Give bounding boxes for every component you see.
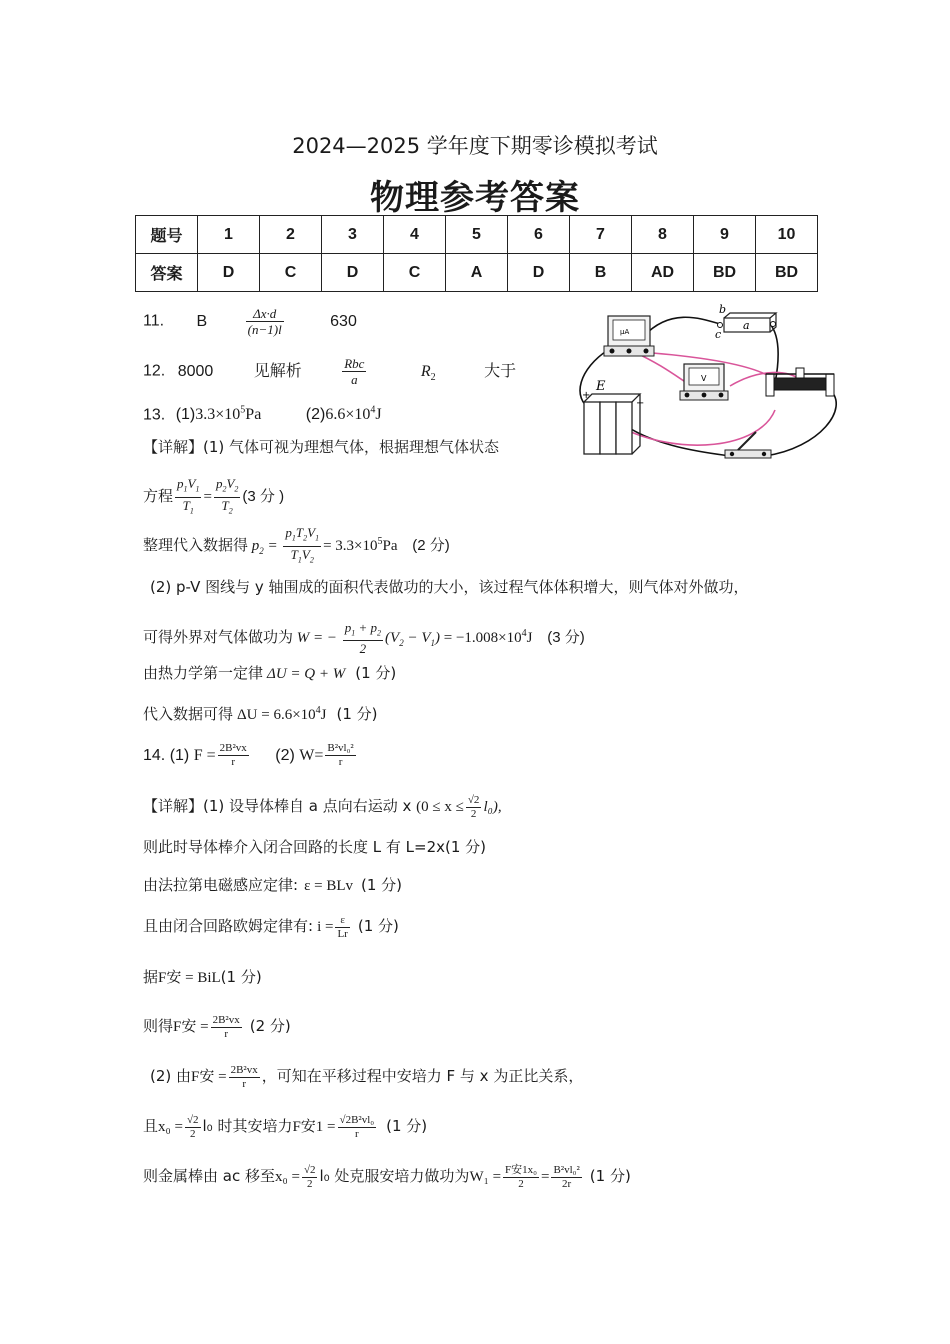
q13-d5-pre: 可得外界对气体做功为 xyxy=(143,628,294,646)
q14-d7-tail: ，可知在平移过程中安培力 F 与 x 为正比关系， xyxy=(261,1067,584,1085)
q14-line xyxy=(143,736,358,776)
answer-cell: BD xyxy=(694,254,756,292)
q14-detail-4 xyxy=(143,906,399,947)
q14-detail-1 xyxy=(143,786,502,827)
question-number: 1 xyxy=(198,216,260,254)
q13-detail-7 xyxy=(143,700,378,726)
question-number: 6 xyxy=(508,216,570,254)
q13-detail-2: 方程 $\frac{p_1V_1}{T_1}$ = $\frac{p_2V_2}{T_2}$ (3 分 ) xyxy=(143,476,284,518)
q14-p1-lhs: F = xyxy=(193,747,216,764)
terminal-icon xyxy=(644,349,649,354)
q14-p1-label: (1) xyxy=(169,747,190,764)
q12-a4-main: R xyxy=(420,362,431,380)
q12-a2: 见解析 xyxy=(253,360,302,380)
q14-d5-score: (1 分) xyxy=(220,968,262,986)
q14-d7-pre: (2) 由 xyxy=(150,1067,192,1085)
q11-a1: B xyxy=(196,312,208,330)
q13-eq-left: $\frac{p_1V_1}{T_1}$ xyxy=(177,476,200,516)
answer-cell: BD xyxy=(756,254,818,292)
q11-a3: 630 xyxy=(330,312,357,330)
q11-fraction xyxy=(246,306,284,337)
answer-table xyxy=(135,215,818,292)
q14-detail-7 xyxy=(150,1056,583,1097)
q13-d7-eq: $\Delta U = 6.6\times 10^4J$ xyxy=(237,705,327,723)
question-number: 9 xyxy=(694,216,756,254)
q14-d7-lhs: F安 = xyxy=(191,1069,227,1085)
ammeter xyxy=(604,316,654,356)
q13-d3-fraction: $\frac{p_1T_2V_1}{T_1V_2}$ xyxy=(285,524,320,565)
q14-p2-label: (2) xyxy=(275,747,295,764)
q13-d3-p2: $p_2$ = xyxy=(248,538,282,556)
q14-p1-fraction: $\frac{\text{2B²vx}}{r}$ xyxy=(219,742,247,769)
label-c: c xyxy=(715,328,722,341)
q11-line xyxy=(143,306,357,337)
q14-d1-ineq: (0 ≤ x ≤ xyxy=(416,799,464,815)
q13-p2-label: (2) xyxy=(305,406,326,424)
q12-a4 xyxy=(420,362,436,383)
q14-d1-fraction: $\frac{√2}{2}$ xyxy=(467,793,480,820)
q14-d1-tail: l₀), xyxy=(483,799,502,815)
q13-line xyxy=(143,400,382,426)
q13-detail-3 xyxy=(143,522,450,571)
battery-minus: − xyxy=(636,398,645,409)
q13-detail-1: 【详解】(1) 气体可视为理想气体，根据理想气体状态 xyxy=(143,438,500,456)
doc-title: 物理参考答案 xyxy=(370,178,580,218)
q14-d6-score: (2 分) xyxy=(249,1017,291,1035)
q13-d6-eq: ΔU = Q + W xyxy=(267,666,346,682)
q13-d7-pre: 代入数据可得 xyxy=(143,705,234,723)
q13-p1-value: $3.3\times 10^5Pa$ xyxy=(195,405,262,424)
q13-d3-score: (2 分) xyxy=(412,537,450,554)
terminal-icon xyxy=(719,393,724,398)
q14-d4-pre: 且由闭合回路欧姆定律有: xyxy=(143,917,314,935)
question-number: 3 xyxy=(322,216,384,254)
q12-frac-den: a xyxy=(351,372,358,387)
q14-d8-pre: 且 xyxy=(143,1117,159,1135)
q14-d3-score: (1 分) xyxy=(361,876,403,894)
q14-d3-eq: ε = BLv xyxy=(304,878,353,894)
q14-d4-lhs: i = xyxy=(317,919,334,935)
q14-detail-2: 则此时导体棒介入闭合回路的长度 L 有 L=2x(1 分) xyxy=(143,838,487,856)
wire xyxy=(626,426,730,456)
voltmeter xyxy=(680,364,728,400)
q14-d9-lhs: x₀ = xyxy=(274,1169,300,1185)
wire xyxy=(765,390,836,456)
q13-eq-right: $\frac{p_2V_2}{T_2}$ xyxy=(215,476,239,516)
q13-d2-pre: 方程 xyxy=(143,487,174,506)
battery-label: E xyxy=(596,379,606,394)
q14-d6-pre: 则得 xyxy=(143,1017,174,1035)
q12-fraction xyxy=(342,356,366,387)
q14-d6-lhs: F安 = xyxy=(173,1019,209,1035)
q14-detail-3 xyxy=(143,874,402,897)
question-number: 7 xyxy=(570,216,632,254)
q13-d6-score: (1 分) xyxy=(355,664,397,682)
question-number: 4 xyxy=(384,216,446,254)
q13-d6-pre: 由热力学第一定律 xyxy=(143,664,264,682)
label-b: b xyxy=(719,303,727,316)
answer-cell: C xyxy=(260,254,322,292)
q14-detail-9 xyxy=(143,1156,631,1197)
wire xyxy=(644,317,720,336)
q14-p2-lhs: W= xyxy=(299,747,324,764)
terminal-icon xyxy=(610,349,615,354)
q14-d9-lhs2: W₁ = xyxy=(469,1169,502,1185)
question-number: 8 xyxy=(632,216,694,254)
answer-cell: D xyxy=(198,254,260,292)
q14-d8-lhs: x₀ = xyxy=(158,1119,183,1135)
q14-d9-mid: l₀ 处克服安培力做功为 xyxy=(319,1167,470,1185)
q12-a4-sub: 2 xyxy=(430,371,436,383)
q14-d9-pre: 则金属棒由 ac 移至 xyxy=(143,1167,275,1185)
q12-line xyxy=(143,356,516,389)
exam-title: 2024—2025 学年度下期零诊模拟考试 xyxy=(292,134,658,158)
answer-cell: D xyxy=(508,254,570,292)
wire-pink xyxy=(618,410,775,445)
battery-plus: + xyxy=(582,390,591,401)
q14-num: 14. xyxy=(143,747,166,764)
q14-d7-fraction: $\frac{\text{2B²vx}}{r}$ xyxy=(230,1063,258,1090)
ammeter-label: μA xyxy=(620,328,630,336)
q14-d8-lhs2: F安1 = xyxy=(292,1119,336,1135)
q11-frac-num: Δx·d xyxy=(246,306,284,322)
q13-d2-score: (3 分 ) xyxy=(242,488,285,506)
label-a: a xyxy=(743,319,750,332)
q13-detail-6 xyxy=(143,662,396,685)
q13-d5-result: = $-1.008\times 10^4J$ xyxy=(443,628,533,646)
q13-d3-result: = $3.3\times 10^5Pa$ xyxy=(323,536,398,554)
q11-num: 11. xyxy=(143,312,165,330)
row-label-numbers: 题号 xyxy=(136,216,198,254)
q14-detail-6 xyxy=(143,1006,291,1047)
q14-d5-eq: F安 = BiL xyxy=(158,970,221,986)
answer-cell: B xyxy=(570,254,632,292)
terminal-icon xyxy=(702,393,707,398)
q14-d9-fraction3: $\frac{\text{B²vl₀²}}{2r}$ xyxy=(553,1163,580,1190)
row-label-answers: 答案 xyxy=(136,254,198,292)
q14-d5-pre: 据 xyxy=(143,968,159,986)
terminal-icon xyxy=(762,452,766,456)
answer-cell: A xyxy=(446,254,508,292)
voltmeter-label: V xyxy=(701,374,707,383)
q14-d8-mid: l₀ 时其安培力 xyxy=(202,1117,293,1135)
terminal-icon xyxy=(730,452,734,456)
q12-frac-num: Rbc xyxy=(344,356,365,371)
q13-d5-fraction: $\frac{p_1 + p_2}{2}$ xyxy=(344,619,382,657)
q14-p2-fraction: $\frac{\text{B²vl₀²}}{r}$ xyxy=(327,742,354,769)
terminal-icon xyxy=(627,349,632,354)
question-number: 2 xyxy=(260,216,322,254)
question-number: 5 xyxy=(446,216,508,254)
answer-cell: D xyxy=(322,254,384,292)
q13-p1-label: (1) xyxy=(175,406,196,424)
battery xyxy=(582,379,644,454)
circuit-diagram xyxy=(560,298,850,470)
q14-detail-8 xyxy=(143,1106,427,1147)
q14-d4-score: (1 分) xyxy=(357,917,399,935)
answer-cell: C xyxy=(384,254,446,292)
table-row-answers xyxy=(136,254,818,292)
q13-p2-value: $6.6\times 10^4J$ xyxy=(325,405,382,424)
q14-d9-eq: = xyxy=(541,1169,550,1185)
q14-d4-fraction: $\frac{\varepsilon}{Lr}$ xyxy=(337,913,348,940)
q13-d3-pre: 整理代入数据得 xyxy=(143,536,249,554)
q14-detail-5 xyxy=(143,966,262,989)
q11-frac-den: (n−1)l xyxy=(247,322,282,337)
q13-detail-4: (2) p-V 图线与 y 轴围成的面积代表做功的大小，该过程气体体积增大，则气体对外做功， xyxy=(150,578,749,596)
question-number: 10 xyxy=(756,216,818,254)
answer-cell: AD xyxy=(632,254,694,292)
q12-num: 12. xyxy=(143,362,166,380)
q14-d8-fraction2: $\frac{\text{√2B²vl₀}}{r}$ xyxy=(339,1113,375,1140)
q13-d5-score: (3 分) xyxy=(547,629,585,646)
terminal-icon xyxy=(685,393,690,398)
table-row-numbers xyxy=(136,216,818,254)
q14-d8-fraction: $\frac{√2}{2}$ xyxy=(186,1113,199,1140)
q12-a1: 8000 xyxy=(177,362,214,380)
q12-a5: 大于 xyxy=(484,360,517,380)
q14-d9-fraction2: $\frac{\text{F安1x₀}}{2}$ xyxy=(505,1163,537,1190)
q13-num: 13. xyxy=(143,406,166,424)
q14-d8-score: (1 分) xyxy=(386,1117,428,1135)
resistor-a xyxy=(715,303,776,341)
q13-detail-5: 可得外界对气体做功为 W = − $\frac{p_1 + p_2}{2}$ $(V_2 - V_1) = -1.008\times 10^4J$ (3 分) xyxy=(143,619,585,657)
q14-d1-pre: 【详解】(1) 设导体棒自 a 点向右运动 x xyxy=(143,797,412,815)
q14-d9-fraction: $\frac{√2}{2}$ xyxy=(303,1163,316,1190)
q13-d7-score: (1 分) xyxy=(336,705,378,723)
q14-d6-fraction: $\frac{\text{2B²vx}}{r}$ xyxy=(212,1013,240,1040)
q14-d9-score: (1 分) xyxy=(589,1167,631,1185)
q14-d3-pre: 由法拉第电磁感应定律: xyxy=(143,876,299,894)
